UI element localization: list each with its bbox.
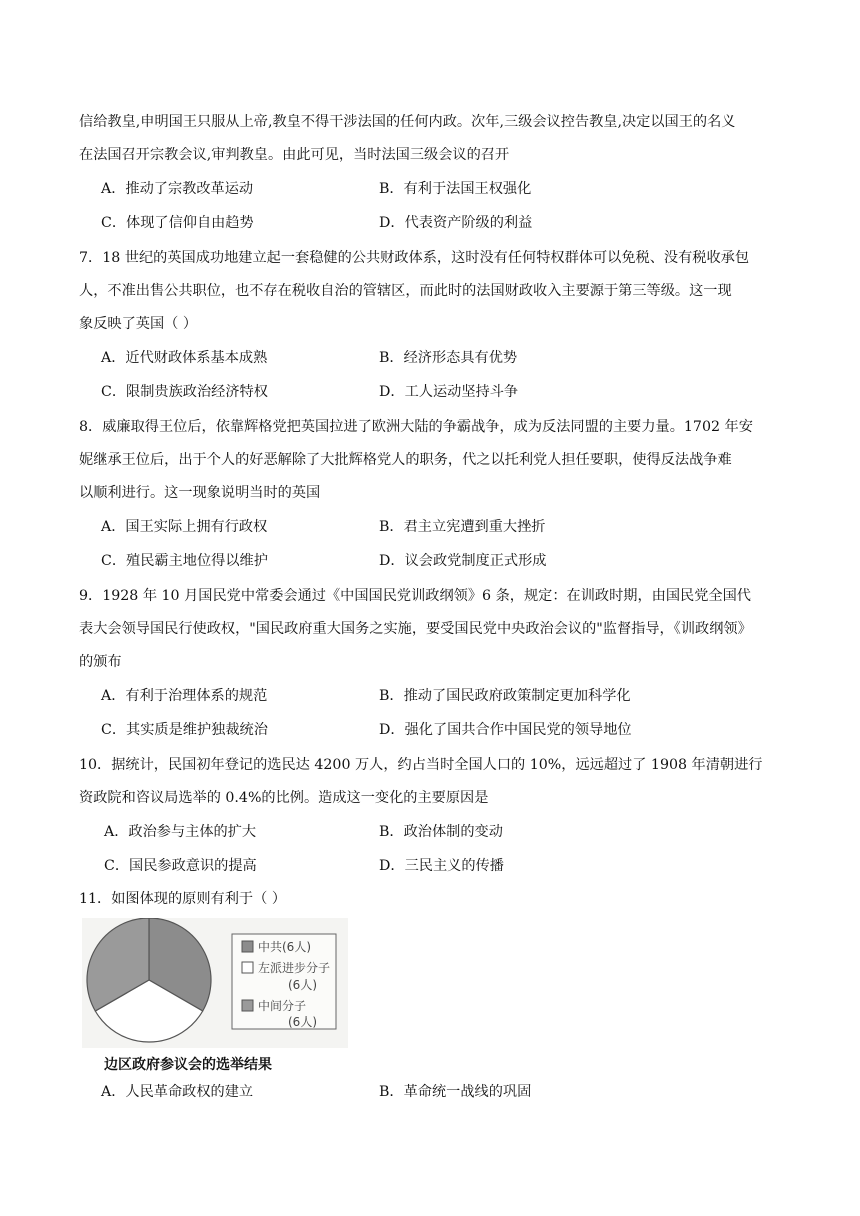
q8-stem-line3: 以顺利进行。这一现象说明当时的英国 bbox=[79, 485, 321, 501]
q6-option-b[interactable]: B．有利于法国王权强化 bbox=[379, 181, 532, 197]
q8-option-b[interactable]: B．君主立宪遭到重大挫折 bbox=[379, 519, 546, 535]
legend-label: 中共(6人) bbox=[258, 940, 311, 954]
q9-option-b[interactable]: B．推动了国民政府政策制定更加科学化 bbox=[379, 688, 631, 704]
q10-option-a[interactable]: A．政治参与主体的扩大 bbox=[104, 824, 257, 840]
legend-swatch bbox=[242, 941, 253, 952]
q6-option-d[interactable]: D．代表资产阶级的利益 bbox=[379, 215, 533, 231]
q10-option-d[interactable]: D．三民主义的传播 bbox=[379, 858, 504, 874]
legend-label: 中间分子 bbox=[258, 999, 307, 1013]
legend-label: (6人) bbox=[288, 1015, 317, 1029]
q11-stem-line1: 11．如图体现的原则有利于（ ） bbox=[79, 891, 287, 907]
q9-option-a[interactable]: A．有利于治理体系的规范 bbox=[101, 688, 268, 704]
figure-caption: 边区政府参议会的选举结果 bbox=[104, 1057, 272, 1073]
q7-option-b[interactable]: B．经济形态具有优势 bbox=[379, 350, 518, 366]
q8-stem-line1: 8．威廉取得王位后，依靠辉格党把英国拉进了欧洲大陆的争霸战争，成为反法同盟的主要力量。1702 年安 bbox=[79, 419, 753, 435]
q7-option-a[interactable]: A．近代财政体系基本成熟 bbox=[101, 350, 268, 366]
legend-swatch bbox=[242, 1000, 253, 1011]
election-pie-chart bbox=[82, 918, 348, 1048]
q6-option-c[interactable]: C．体现了信仰自由趋势 bbox=[101, 215, 254, 231]
q7-option-d[interactable]: D．工人运动坚持斗争 bbox=[379, 384, 519, 400]
q9-option-d[interactable]: D．强化了国共合作中国民党的领导地位 bbox=[379, 722, 632, 738]
q9-option-c[interactable]: C．其实质是维护独裁统治 bbox=[101, 722, 268, 738]
pie-legend bbox=[232, 934, 336, 1029]
q8-option-c[interactable]: C．殖民霸主地位得以维护 bbox=[101, 553, 268, 569]
q6-stem-line2: 在法国召开宗教会议,审判教皇。由此可见，当时法国三级会议的召开 bbox=[79, 147, 510, 163]
legend-swatch bbox=[242, 962, 253, 973]
q7-stem-line1: 7．18 世纪的英国成功地建立起一套稳健的公共财政体系，这时没有任何特权群体可以免税、没有税收承包 bbox=[79, 250, 750, 266]
q7-stem-line3: 象反映了英国（ ） bbox=[79, 316, 198, 332]
q9-stem-line2: 表大会领导国民行使政权，"国民政府重大国务之实施，要受国民党中央政治会议的"监督指导，《训政纲领》 bbox=[79, 621, 752, 637]
pie-slices bbox=[87, 918, 211, 1042]
q11-option-b[interactable]: B．革命统一战线的巩固 bbox=[379, 1084, 532, 1100]
q6-stem-line1: 信给教皇,申明国王只服从上帝,教皇不得干涉法国的任何内政。次年,三级会议控告教皇,决定以国王的名义 bbox=[79, 114, 736, 130]
q10-stem-line2: 资政院和咨议局选举的 0.4%的比例。造成这一变化的主要原因是 bbox=[79, 790, 489, 806]
q7-stem-line2: 人，不准出售公共职位，也不存在税收自治的管辖区，而此时的法国财政收入主要源于第三等级。这一现 bbox=[79, 283, 732, 299]
q11-option-a[interactable]: A．人民革命政权的建立 bbox=[101, 1084, 254, 1100]
legend-label: 左派进步分子 bbox=[258, 961, 331, 975]
q9-stem-line1: 9．1928 年 10 月国民党中常委会通过《中国国民党训政纲领》6 条，规定：在训政时期，由国民党全国代 bbox=[79, 588, 751, 604]
q6-option-a[interactable]: A．推动了宗教改革运动 bbox=[101, 181, 254, 197]
q10-stem-line1: 10．据统计，民国初年登记的选民达 4200 万人，约占当时全国人口的 10%，远远超过了 1908 年清朝进行 bbox=[79, 757, 763, 773]
q8-option-a[interactable]: A．国王实际上拥有行政权 bbox=[101, 519, 268, 535]
q8-stem-line2: 妮继承王位后，出于个人的好恶解除了大批辉格党人的职务，代之以托利党人担任要职，使得反法战争难 bbox=[79, 452, 732, 468]
q8-option-d[interactable]: D．议会政党制度正式形成 bbox=[379, 553, 547, 569]
election-pie-figure bbox=[82, 918, 348, 1048]
q9-stem-line3: 的颁布 bbox=[79, 654, 122, 670]
legend-label: (6人) bbox=[288, 978, 317, 992]
q7-option-c[interactable]: C．限制贵族政治经济特权 bbox=[101, 384, 268, 400]
q10-option-b[interactable]: B．政治体制的变动 bbox=[379, 824, 503, 840]
q10-option-c[interactable]: C．国民参政意识的提高 bbox=[104, 858, 257, 874]
